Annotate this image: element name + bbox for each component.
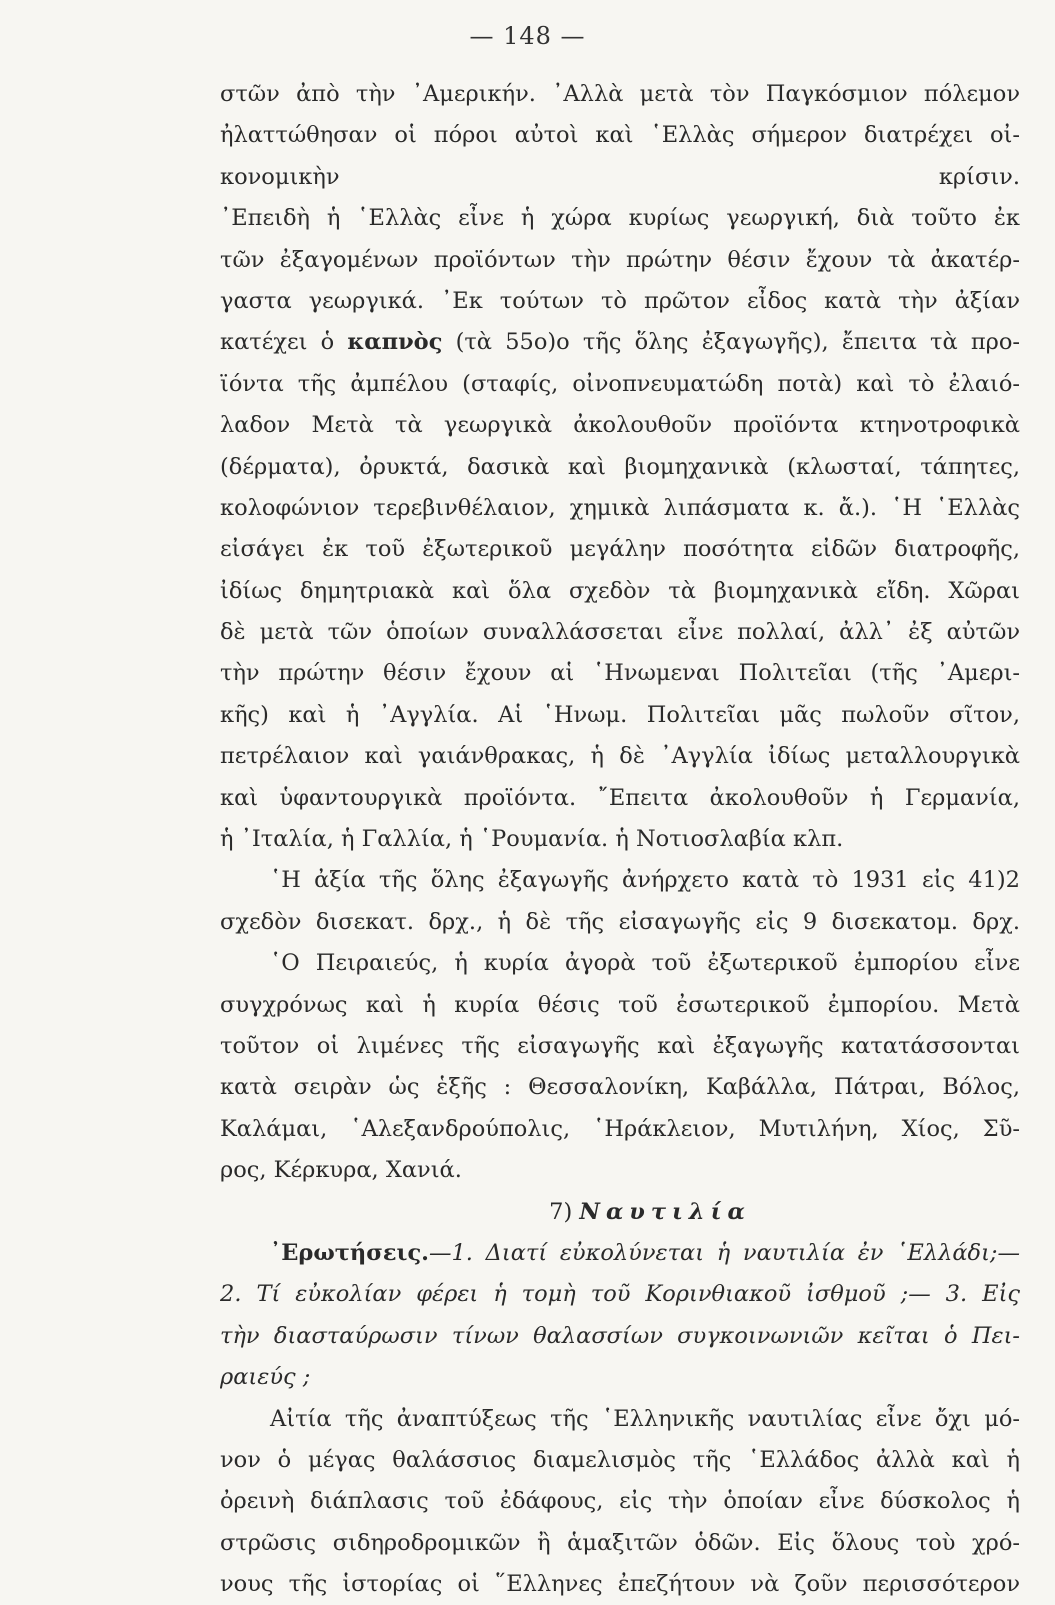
text-line: [220, 1233, 1020, 1274]
line-text: στρῶσις σιδηροδρομικῶν ἢ ἁμαξιτῶν ὁδῶν. Εἰς ὅλους τοὺ χρό-: [220, 1529, 1020, 1556]
line-text: τῶν ἐξαγομένων προϊόντων τὴν πρώτην θέσιν ἔχουν τὰ ἀκατέρ-: [220, 246, 1020, 273]
text-line: [220, 653, 1020, 694]
line-text: τὴν πρώτην θέσιν ἔχουν αἱ ῾Ηνωμεναι Πολιτεῖαι (τῆς ᾿Αμερι-: [220, 660, 1020, 687]
text-line: [220, 1564, 1020, 1605]
text-line: [220, 1316, 1020, 1357]
questions-label: ᾿Ερωτήσεις.: [270, 1239, 429, 1266]
text-line: [220, 1274, 1020, 1315]
line-text: νον ὁ μέγας θαλάσσιος διαμελισμὸς τῆς ῾Ελλάδος ἀλλὰ καὶ ἡ: [220, 1446, 1020, 1473]
text-line: [220, 612, 1020, 653]
text-line: [220, 860, 1020, 901]
text-line: [220, 447, 1020, 488]
question-text: ραιεύς ;: [220, 1364, 311, 1391]
text-line: [220, 1481, 1020, 1522]
line-text: καὶ ὑφαντουργικὰ προϊόντα. ῎Επειτα ἀκολουθοῦν ἡ Γερμανία,: [220, 784, 1020, 811]
line-text: ῾Η ἀξία τῆς ὅλης ἐξαγωγῆς ἀνήρχετο κατὰ τὸ 1931 εἰς 41)2: [270, 867, 1020, 894]
text-line: [220, 198, 1020, 239]
text-line: [220, 74, 1020, 115]
line-text: τοῦτον οἱ λιμένες τῆς εἰσαγωγῆς καὶ ἐξαγωγῆς κατατάσσονται: [220, 1032, 1020, 1059]
line-text: κονομικὴν κρίσιν.: [220, 163, 1020, 190]
line-text: ᾿Επειδὴ ἡ ῾Ελλὰς εἶνε ἡ χώρα κυρίως γεωργική, διὰ τοῦτο ἐκ: [220, 205, 1020, 232]
line-text: ἡ ᾿Ιταλία, ἡ Γαλλία, ἡ ῾Ρουμανία. ἡ Νοτιοσλαβία κλπ.: [220, 826, 844, 853]
line-text: εἰσάγει ἐκ τοῦ ἐξωτερικοῦ μεγάλην ποσότητα εἰδῶν διατροφῆς,: [220, 536, 1020, 563]
line-text: στῶν ἀπὸ τὴν ᾿Αμερικήν. ᾿Αλλὰ μετὰ τὸν Παγκόσμιον πόλεμον: [220, 81, 1020, 107]
text-line: [220, 405, 1020, 446]
text-line: [220, 281, 1020, 322]
section-number: 7): [549, 1198, 573, 1225]
line-text: σχεδὸν δισεκατ. δρχ., ἡ δὲ τῆς εἰσαγωγῆς εἰς 9 δισεκατομ. δρχ.: [220, 908, 1020, 935]
text-line: [220, 819, 1020, 860]
body-text: [220, 74, 1020, 1605]
text-line: [220, 1523, 1020, 1564]
line-text: συγχρόνως καὶ ἡ κυρία θέσις τοῦ ἐσωτερικοῦ ἐμπορίου. Μετὰ: [220, 991, 1020, 1018]
text-line: [220, 902, 1020, 943]
question-text: 2. Τί εὐκολίαν φέρει ἡ τομὴ τοῦ Κορινθιακοῦ ἰσθμοῦ ;— 3. Εἰς: [220, 1281, 1020, 1308]
text-line: [220, 529, 1020, 570]
line-text: Αἰτία τῆς ἀναπτύξεως τῆς ῾Ελληνικῆς ναυτιλίας εἶνε ὄχι μό-: [270, 1405, 1020, 1432]
text-line: [220, 1440, 1020, 1481]
line-text: λαδον Μετὰ τὰ γεωργικὰ ἀκολουθοῦν προϊόντα κτηνοτροφικὰ: [220, 412, 1020, 439]
line-text: ἠλαττώθησαν οἱ πόροι αὐτοὶ καὶ ῾Ελλὰς σήμερον διατρέχει οἰ-: [220, 122, 1020, 149]
text-line: [220, 1150, 1020, 1191]
text-line: [220, 695, 1020, 736]
line-text: κατέχει ὁ: [220, 329, 348, 356]
line-text: ῾Ο Πειραιεύς, ἡ κυρία ἀγορὰ τοῦ ἐξωτερικοῦ ἐμπορίου εἶνε: [270, 950, 1020, 977]
line-text: νους τῆς ἱστορίας οἱ ῞Ελληνες ἐπεζήτουν νὰ ζοῦν περισσότερον: [220, 1571, 1020, 1598]
line-text: (δέρματα), ὀρυκτά, δασικὰ καὶ βιομηχανικὰ (κλωσταί, τάπητες,: [220, 453, 1020, 480]
text-line: [220, 1067, 1020, 1108]
line-text: (τὰ 55ο)ο τῆς ὅλης ἐξαγωγῆς), ἔπειτα τὰ προ-: [442, 329, 1020, 356]
text-line: [220, 778, 1020, 819]
line-text: κῆς) καὶ ἡ ᾿Αγγλία. Αἱ ῾Ηνωμ. Πολιτεῖαι μᾶς πωλοῦν σῖτον,: [220, 701, 1020, 728]
text-line: [220, 1357, 1020, 1398]
text-line: [220, 115, 1020, 156]
text-line: [220, 157, 1020, 198]
line-text: κατὰ σειρὰν ὡς ἑξῆς : Θεσσαλονίκη, Καβάλλα, Πάτραι, Βόλος,: [220, 1074, 1020, 1101]
line-text: ρος, Κέρκυρα, Χανιά.: [220, 1157, 462, 1184]
text-line: [220, 985, 1020, 1026]
question-text: τὴν διασταύρωσιν τίνων θαλασσίων συγκοινωνιῶν κεῖται ὁ Πει-: [220, 1322, 1020, 1349]
section-title: Ναυτιλία: [579, 1198, 751, 1225]
text-line: [220, 1109, 1020, 1150]
text-line: [220, 488, 1020, 529]
line-text: γαστα γεωργικά. ᾿Εκ τούτων τὸ πρῶτον εἶδος κατὰ τὴν ἀξίαν: [220, 287, 1020, 314]
line-text: ἰδίως δημητριακὰ καὶ ὅλα σχεδὸν τὰ βιομηχανικὰ εἴδη. Χῶραι: [220, 577, 1020, 604]
text-line: [220, 943, 1020, 984]
question-text: —1. Διατί εὐκολύνεται ἡ ναυτιλία ἐν ῾Ελλάδι;—: [428, 1239, 1020, 1266]
line-text: πετρέλαιον καὶ γαιάνθρακας, ἡ δὲ ᾿Αγγλία ἰδίως μεταλλουργικὰ: [220, 743, 1020, 770]
page-number: — 148 —: [469, 22, 586, 50]
section-heading: [220, 1192, 1020, 1233]
line-text: κολοφώνιον τερεβινθέλαιον, χημικὰ λιπάσματα κ. ἄ.). ῾Η ῾Ελλὰς: [220, 494, 1020, 521]
text-line: [220, 364, 1020, 405]
text-line: [220, 322, 1020, 363]
line-text: ϊόντα τῆς ἀμπέλου (σταφίς, οἰνοπνευματώδη ποτὰ) καὶ τὸ ἐλαιό-: [220, 370, 1020, 397]
line-text: ὀρεινὴ διάπλασις τοῦ ἐδάφους, εἰς τὴν ὁποίαν εἶνε δύσκολος ἡ: [220, 1488, 1020, 1515]
line-text: Καλάμαι, ῾Αλεξανδρούπολις, ῾Ηράκλειον, Μυτιλήνη, Χίος, Σῦ-: [220, 1115, 1020, 1142]
text-line: [220, 1399, 1020, 1440]
text-line: [220, 240, 1020, 281]
text-line: [220, 1026, 1020, 1067]
text-line: [220, 571, 1020, 612]
text-line: [220, 736, 1020, 777]
line-text: δὲ μετὰ τῶν ὁποίων συναλλάσσεται εἶνε πολλαί, ἀλλ᾿ ἐξ αὐτῶν: [220, 619, 1020, 646]
emphasis-text: καπνὸς: [347, 329, 443, 356]
